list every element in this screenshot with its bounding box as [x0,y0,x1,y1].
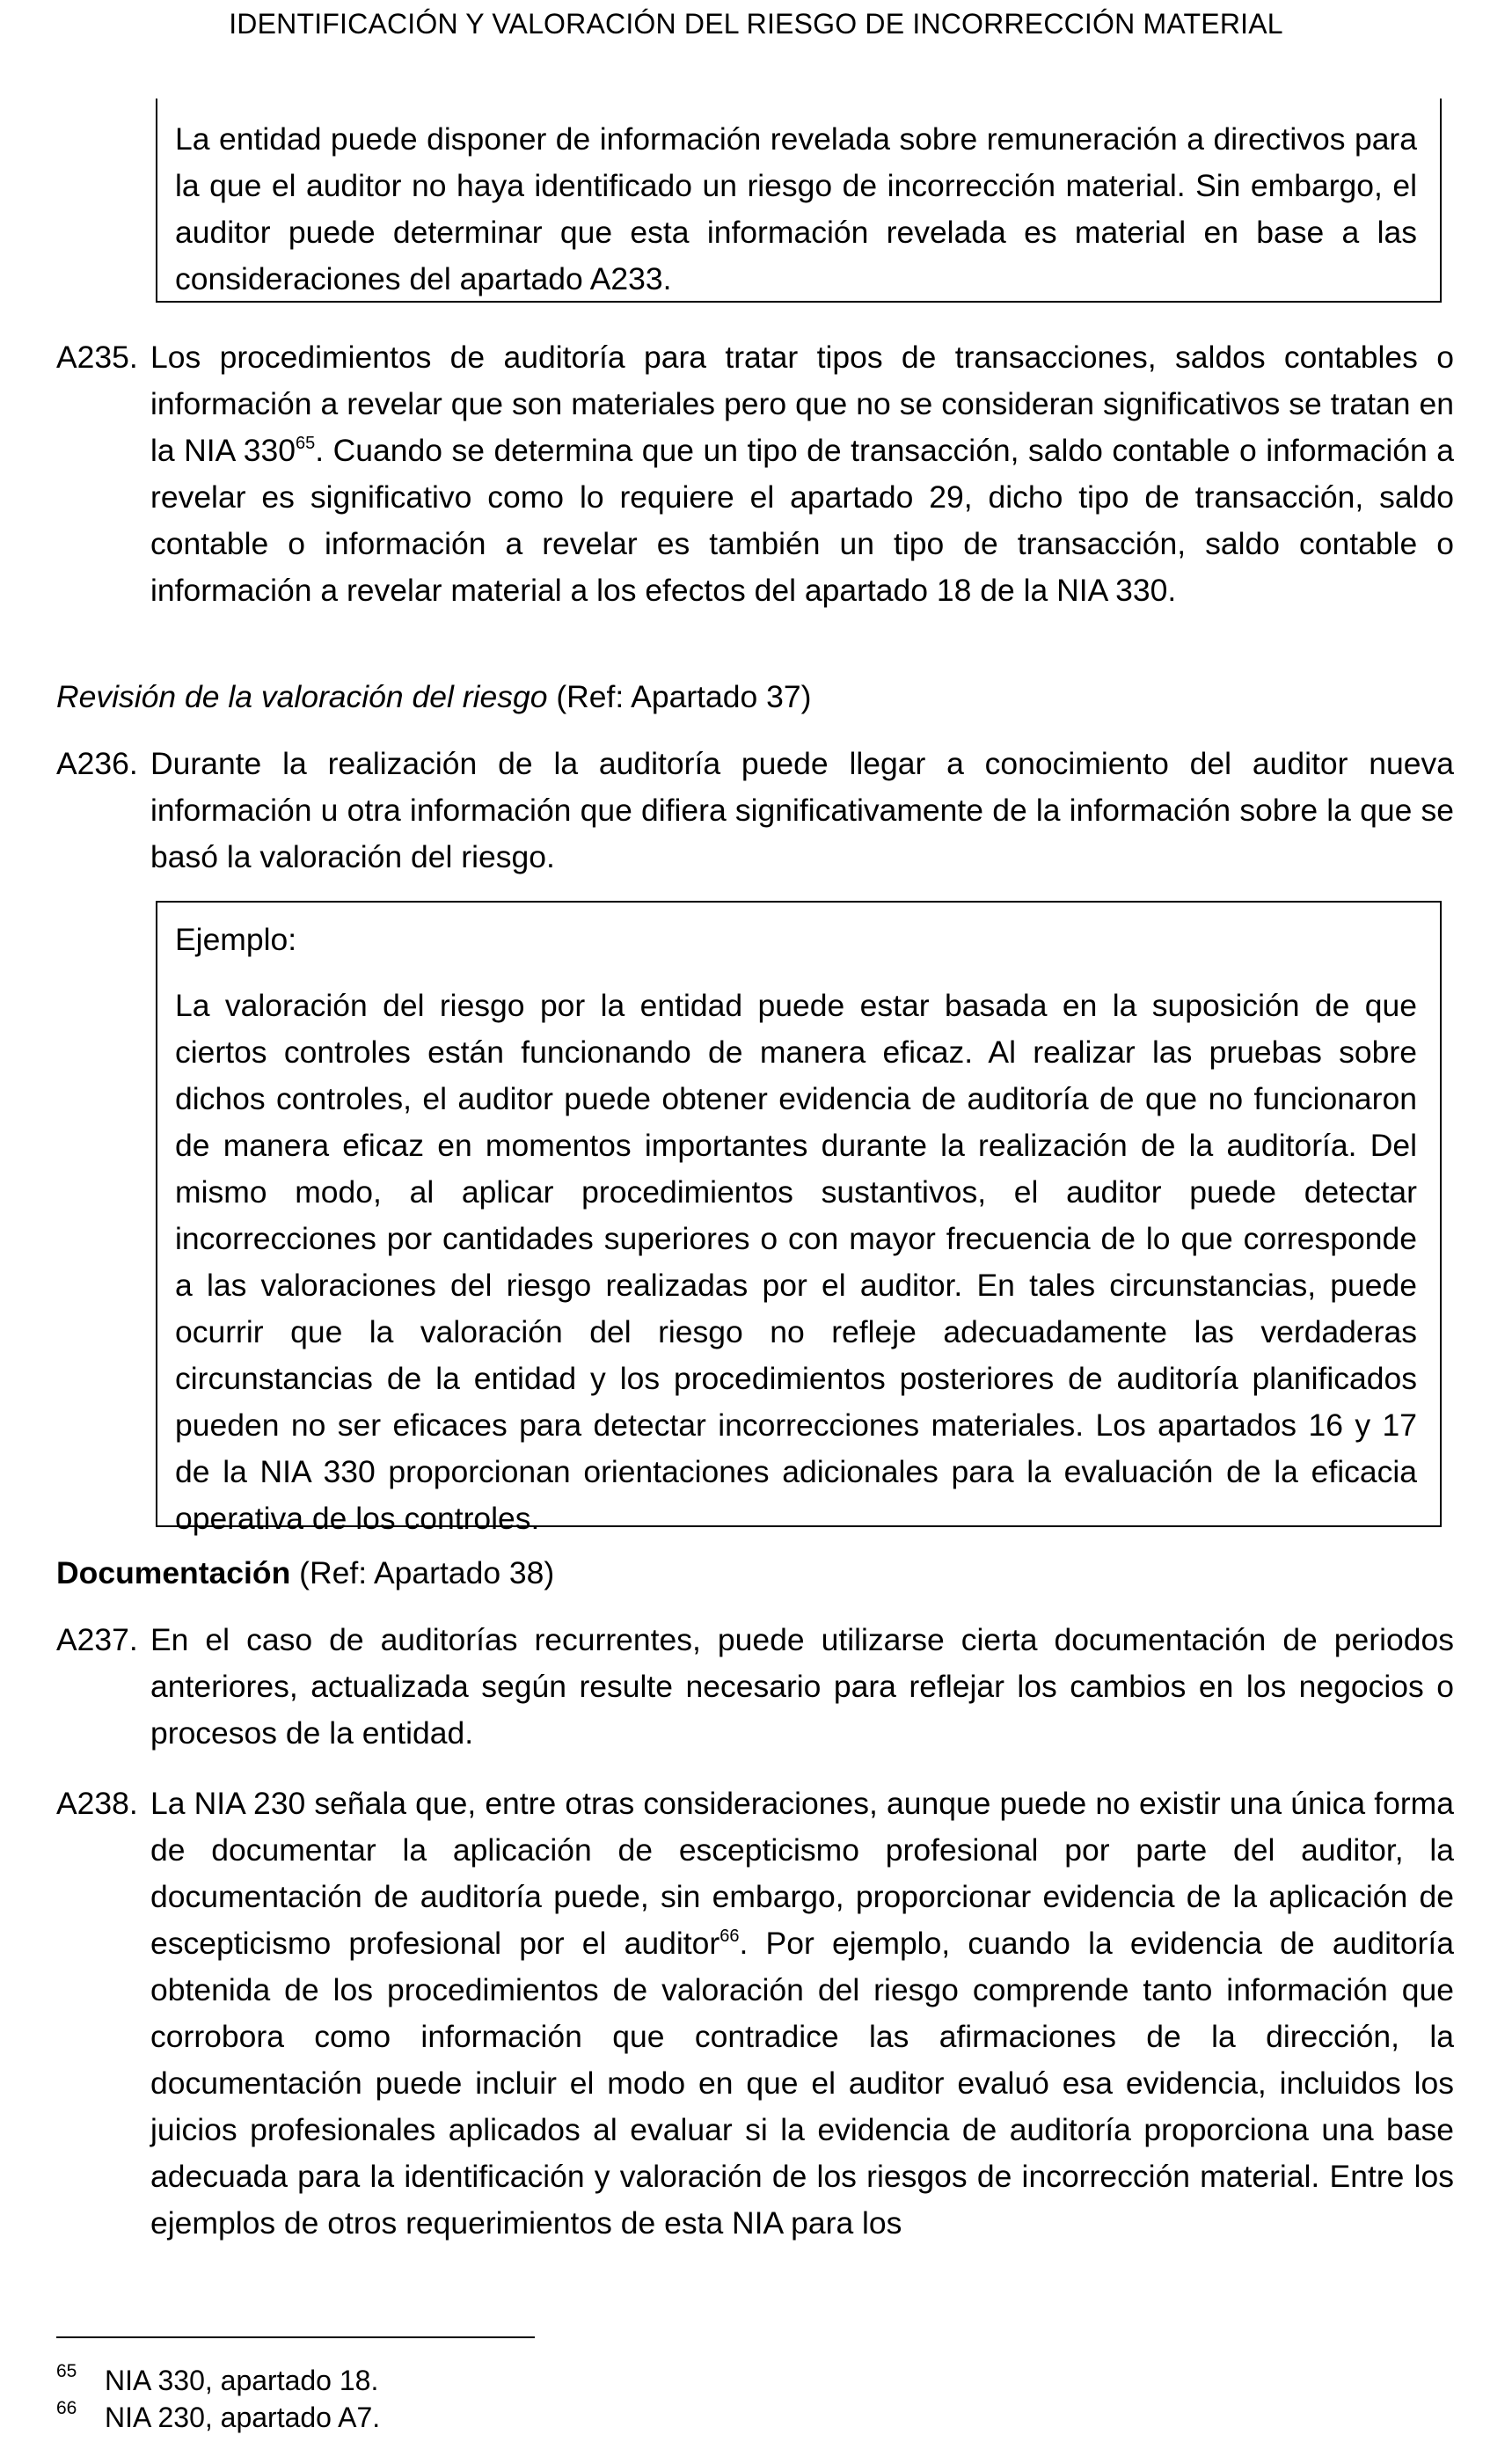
paragraph-number: A238. [56,1786,138,1821]
heading-ref: (Ref: Apartado 37) [547,679,812,714]
paragraph-number: A237. [56,1622,138,1657]
heading-title: Documentación [56,1555,291,1590]
footnote-ref-66: 66 [719,1927,740,1946]
page-header: IDENTIFICACIÓN Y VALORACIÓN DEL RIESGO DE INCORRECCIÓN MATERIAL [229,8,1283,40]
paragraph-text-cont: . Cuando se determina que un tipo de transacción, saldo contable o información a revelar es significativo como lo requiere el apartado 29, dicho tipo de transacción, saldo contable o información a revelar es también un tipo de transacción, saldo contable o información a revelar material a los efectos del apartado 18 de la NIA 330. [150,433,1455,608]
paragraph-body [150,1780,1454,2247]
footnote-number: 65 [56,2361,77,2381]
footnote-text: NIA 230, apartado A7. [105,2402,381,2433]
example-text: La valoración del riesgo por la entidad puede estar basada en la suposición de que ciertos controles están funcionando de manera eficaz. Al realizar las pruebas sobre dichos controles, el auditor puede obtener evidencia de auditoría de que no funcionaron de manera eficaz en momentos importantes durante la realización de la auditoría. Del mismo modo, al aplicar procedimientos sustantivos, el auditor puede detectar incorrecciones por cantidades superiores o con mayor frecuencia de lo que corresponde a las valoraciones del riesgo realizadas por el auditor. En tales circunstancias, puede ocurrir que la valoración del riesgo no refleje adecuadamente las verdaderas circunstancias de la entidad y los procedimientos posteriores de auditoría planificados pueden no ser eficaces para detectar incorrecciones materiales. Los apartados 16 y 17 de la NIA 330 proporcionan orientaciones adicionales para la evaluación de la eficacia operativa de los controles. [175,988,1417,1536]
paragraph-text: Los procedimientos de auditoría para tratar tipos de transacciones, saldos contables o información a revelar que son materiales pero que no se consideran significativos se tratan en la NIA 330 [150,340,1454,468]
paragraph-number: A235. [56,340,138,375]
footnote-text: NIA 330, apartado 18. [105,2365,379,2396]
section-heading-documentacion [56,1550,1376,1597]
paragraph-text: La NIA 230 señala que, entre otras consideraciones, aunque puede no existir una única forma de documentar la aplicación de escepticismo profesional por parte del auditor, la documentación de auditoría puede, sin embargo, proporcionar evidencia de la aplicación de escepticismo profesional por el auditor [150,1786,1454,1961]
footnote-number: 66 [56,2398,77,2418]
paragraph-body [150,334,1454,614]
heading-ref: (Ref: Apartado 38) [290,1555,555,1590]
disclosure-note-box [156,99,1442,303]
paragraph-number: A236. [56,746,138,781]
disclosure-note-text: La entidad puede disponer de información revelada sobre remuneración a directivos para la que el auditor no haya identificado un riesgo de incorrección material. Sin embargo, el auditor puede determinar que esta información revelada es material en base a las consideraciones del apartado A233. [175,121,1417,296]
footnote-ref-65: 65 [296,434,316,453]
heading-title: Revisión de la valoración del riesgo [56,679,548,714]
footnote-separator [56,2336,535,2338]
example-box [156,901,1442,1536]
paragraph-body: En el caso de auditorías recurrentes, puede utilizarse cierta documentación de periodos anteriores, actualizada según resulte necesario para reflejar los cambios en los negocios o procesos de la entidad. [150,1622,1454,1751]
section-heading-revision [56,674,1376,720]
paragraph-body: Durante la realización de la auditoría puede llegar a conocimiento del auditor nueva información u otra información que difiera significativamente de la información sobre la que se basó la valoración del riesgo. [150,746,1454,874]
example-label: Ejemplo: [175,922,297,957]
paragraph-text-cont: . Por ejemplo, cuando la evidencia de auditoría obtenida de los procedimientos de valoración del riesgo comprende tanto información que corrobora como información que contradice las afirmaciones de la dirección, la documentación puede incluir el modo en que el auditor evaluó esa evidencia, incluidos los juicios profesionales aplicados al evaluar si la evidencia de auditoría proporciona una base adecuada para la identificación y valoración de los riesgos de incorrección material. Entre los ejemplos de otros requerimientos de esta NIA para los [150,1926,1454,2241]
